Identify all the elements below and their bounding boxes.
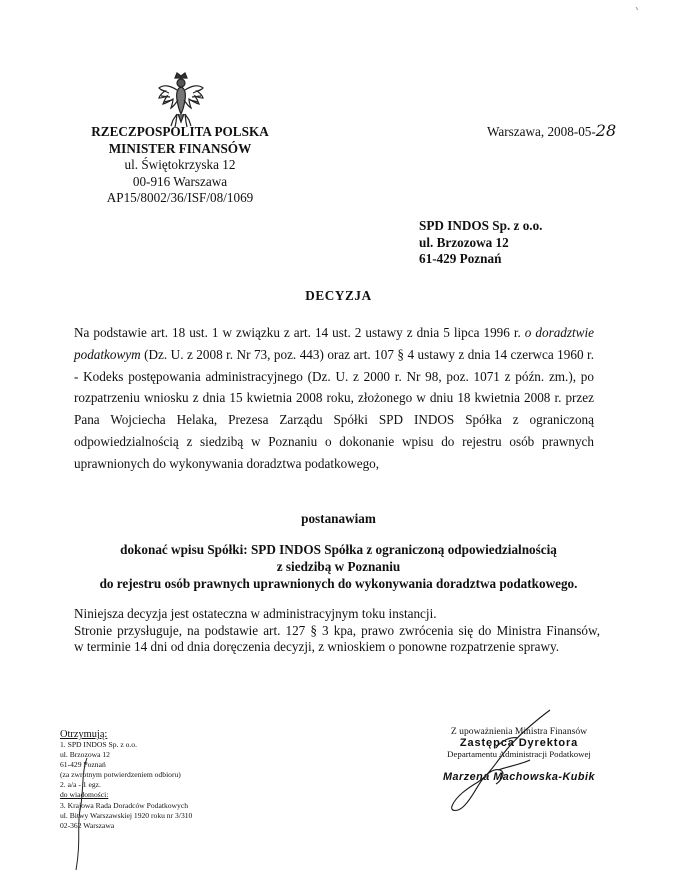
distribution-list — [60, 729, 300, 831]
reference-number: AP15/8002/36/ISF/08/1069 — [106, 190, 254, 206]
sender-street: ul. Świętokrzyska 12 — [124, 157, 236, 173]
decision-basis-paragraph — [74, 322, 594, 475]
finality-line-2: Stronie przysługuje, na podstawie art. 127 § 3 kpa, prawo zwrócenia się do Ministra Finansów, — [74, 622, 600, 638]
decision-line-3: do rejestru osób prawnych uprawnionych do wykonywania doradztwa podatkowego. — [99, 575, 578, 591]
document-title: DECYZJA — [305, 288, 372, 303]
distribution-item: (za zwrotnym potwierdzeniem odbioru) — [60, 770, 181, 780]
distribution-item: 02-362 Warszawa — [60, 820, 115, 830]
distribution-item: 3. Krajowa Rada Doradców Podatkowych — [60, 800, 189, 810]
handwritten-signature — [438, 708, 568, 818]
distribution-item: do wiadomości: — [60, 790, 109, 800]
sender-country: RZECZPOSPOLITA POLSKA — [91, 124, 269, 139]
basis-act-title: o doradztwie podatkowym — [74, 325, 594, 362]
document-date — [487, 121, 617, 140]
distribution-item: 1. SPD INDOS Sp. z o.o. — [60, 740, 138, 749]
basis-text-part2: (Dz. U. z 2008 r. Nr 73, poz. 443) oraz art. 107 § 4 ustawy z dnia 14 czerwca 1960 r. - Kodeks postępowania administracyjnego (Dz. U. z 2000 r. Nr 98, poz. 1071 z późn. zm.), po rozpatrzeniu wniosku z dnia 15 kwietnia 2008 roku, złożonego w dniu 18 kwietnia 2008 r. przez Pana Wojciecha Helaka, Prezesa Zarządu Spółki SPD INDOS Spółka z ograniczoną odpowiedzialnością z siedzibą w Poznaniu o dokonanie wpisu do rejestru osób prawnych uprawnionych do wykonywania doradztwa podatkowego, — [74, 346, 594, 471]
distribution-item: 61-429 Poznań — [60, 760, 106, 770]
basis-text-part1: Na podstawie art. 18 ust. 1 w związku z art. 14 ust. 2 ustawy z dnia 5 lipca 1996 r. — [74, 325, 525, 340]
finality-notice — [74, 606, 600, 656]
distribution-item: ul. Bitwy Warszawskiej 1920 roku nr 3/310 — [60, 810, 193, 820]
polish-eagle-emblem-icon — [157, 70, 205, 128]
date-printed: Warszawa, 2008-05- — [487, 124, 596, 139]
sender-ministry: MINISTER FINANSÓW — [108, 140, 252, 156]
decision-line-2: z siedzibą w Poznaniu — [276, 558, 401, 574]
signature-department: Departamentu Administracji Podatkowej — [447, 749, 591, 760]
recipient-block — [419, 218, 542, 268]
signatory-name: Marzena Machowska-Kubik — [443, 770, 595, 783]
finality-line-1: Niniejsza decyzja jest ostateczna w administracyjnym toku instancji. — [74, 606, 437, 621]
distribution-header: Otrzymują: — [60, 729, 108, 740]
decision-statement — [0, 542, 677, 592]
postanawiam-heading: postanawiam — [301, 511, 376, 526]
signature-authorization: Z upoważnienia Ministra Finansów — [450, 726, 588, 737]
signature-position: Zastępca Dyrektora — [459, 736, 579, 749]
distribution-item: ul. Brzozowa 12 — [60, 750, 110, 760]
date-handwritten-day: 28 — [595, 121, 617, 140]
sender-postal: 00-916 Warszawa — [132, 173, 228, 189]
recipient-name: SPD INDOS Sp. z o.o. — [419, 218, 543, 233]
initials-scribble — [72, 754, 92, 874]
decision-line-1: dokonać wpisu Spółki: SPD INDOS Spółka z ograniczoną odpowiedzialnością — [120, 542, 557, 557]
sender-block — [60, 124, 300, 207]
scan-mark — [0, 0, 677, 20]
distribution-item: 2. a/a - 1 egz. — [60, 780, 101, 790]
finality-line-3: w terminie 14 dni od dnia doręczenia decyzji, z wnioskiem o ponowne rozpatrzenie sprawy. — [74, 639, 560, 654]
recipient-city: 61-429 Poznań — [419, 251, 502, 267]
recipient-street: ul. Brzozowa 12 — [419, 234, 509, 250]
